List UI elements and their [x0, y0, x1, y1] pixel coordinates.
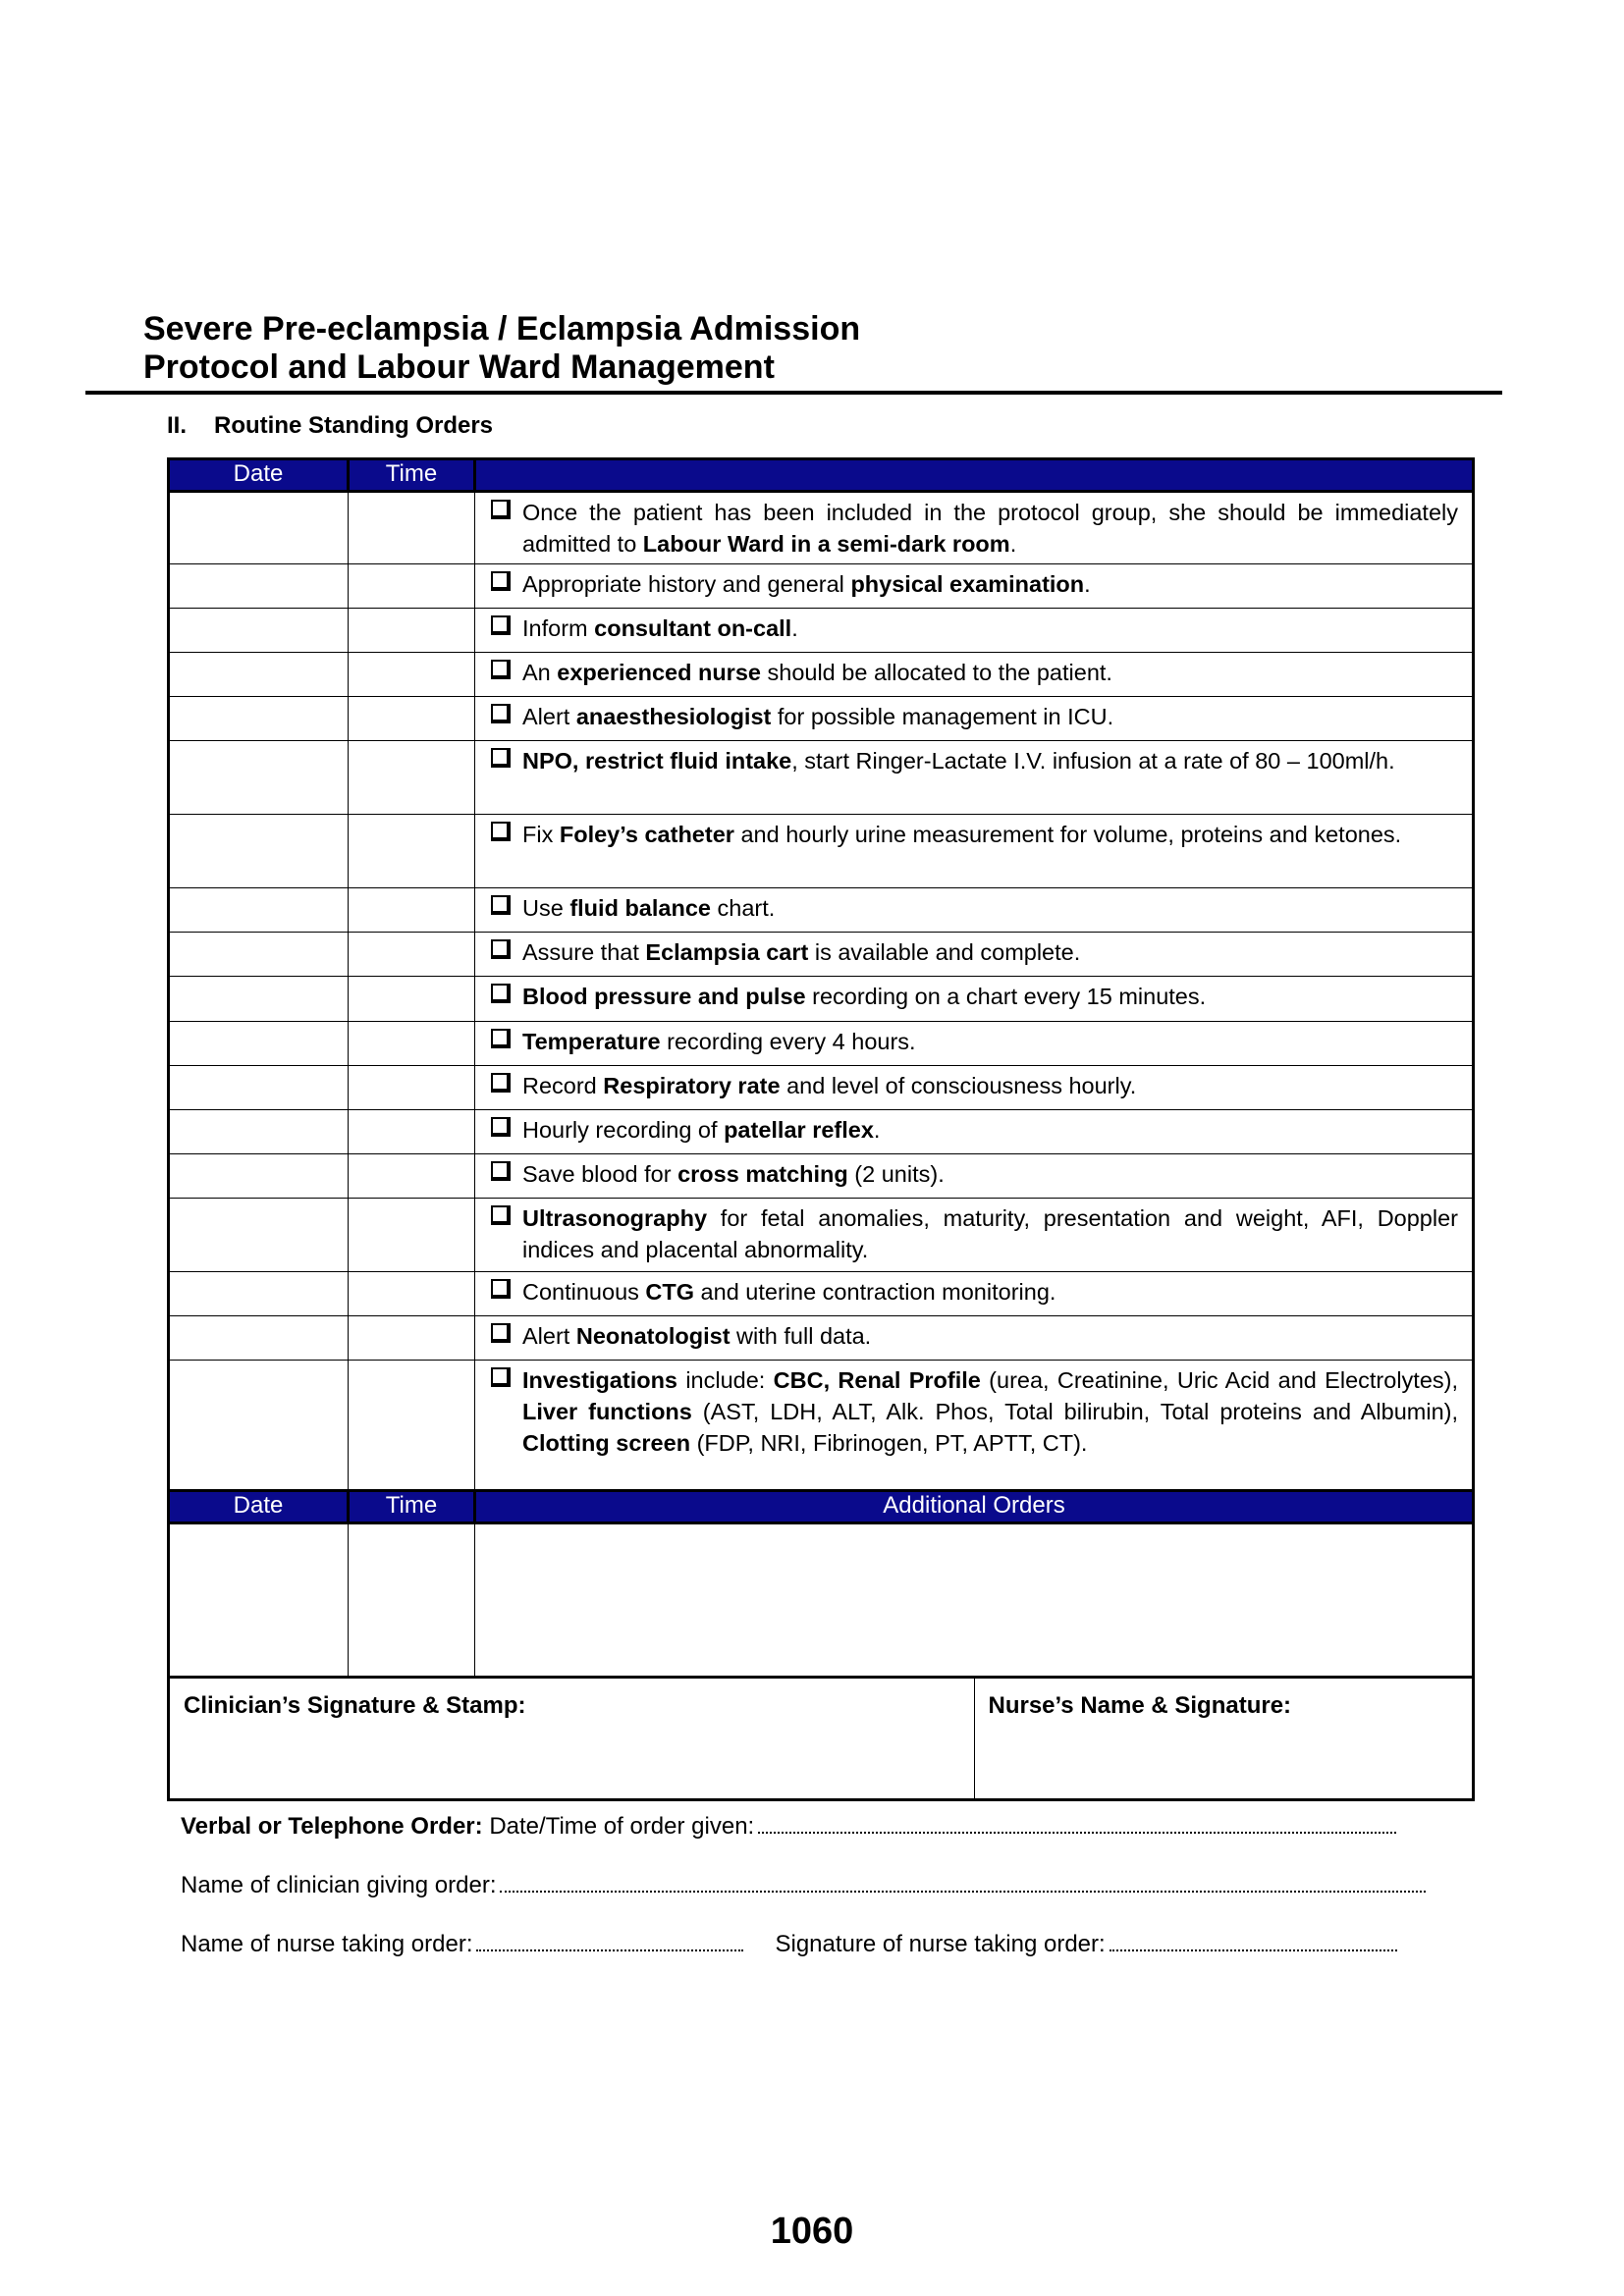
nurse-signature-field[interactable]	[974, 1678, 1474, 1800]
order-text	[522, 613, 1458, 644]
order-row	[169, 1361, 1474, 1494]
order-cell	[475, 609, 1474, 653]
additional-orders-table	[167, 1489, 1475, 1801]
order-text-bold: Investigations	[522, 1367, 678, 1393]
order-cell	[475, 815, 1474, 888]
checkbox-icon[interactable]	[491, 571, 511, 591]
date-cell[interactable]	[169, 977, 349, 1022]
order-text-segment: Inform	[522, 615, 595, 641]
standing-orders-table	[167, 457, 1475, 1494]
order-row	[169, 933, 1474, 977]
title-divider	[85, 391, 1502, 395]
order-column-header	[475, 459, 1474, 492]
order-row	[169, 697, 1474, 741]
checkbox-icon[interactable]	[491, 984, 511, 1003]
time-cell[interactable]	[349, 1199, 475, 1272]
order-text-segment: Alert	[522, 1323, 576, 1349]
order-row	[169, 1022, 1474, 1066]
order-cell	[475, 933, 1474, 977]
clinician-name-line	[181, 1872, 1426, 1899]
order-text-segment: and uterine contraction monitoring.	[694, 1279, 1056, 1305]
order-cell	[475, 1154, 1474, 1199]
title-line-1: Severe Pre-eclampsia / Eclampsia Admission	[143, 310, 861, 347]
order-text-segment: and hourly urine measurement for volume, proteins and ketones.	[733, 822, 1402, 847]
order-text-segment: recording on a chart every 15 minutes.	[805, 984, 1207, 1009]
order-text-segment: recording every 4 hours.	[660, 1029, 916, 1054]
order-text	[522, 1202, 1458, 1265]
clinician-name-field[interactable]	[500, 1891, 1426, 1893]
order-cell	[475, 1110, 1474, 1154]
order-text-bold: Temperature	[522, 1029, 661, 1054]
order-text	[522, 892, 1458, 924]
order-text-bold: cross matching	[677, 1161, 848, 1187]
order-text-bold: Liver functions	[522, 1399, 692, 1424]
order-text-segment: include:	[677, 1367, 774, 1393]
order-text-bold: Eclampsia cart	[645, 939, 809, 965]
nurse-signature-order-label: Signature of nurse taking order:	[775, 1931, 1106, 1957]
order-row	[169, 1199, 1474, 1272]
order-text-bold: patellar reflex	[724, 1117, 874, 1143]
time-cell[interactable]	[349, 1066, 475, 1110]
order-row	[169, 741, 1474, 815]
nurse-name-label: Name of nurse taking order:	[181, 1931, 473, 1957]
order-text	[522, 1276, 1458, 1308]
time-cell[interactable]	[349, 1361, 475, 1494]
checkbox-icon[interactable]	[491, 1279, 511, 1299]
order-text-segment: Continuous	[522, 1279, 646, 1305]
order-text-segment: for fetal anomalies, maturity, presentation and weight, AFI, Doppler indices and placental abnormality.	[522, 1205, 1458, 1262]
checkbox-icon[interactable]	[491, 1073, 511, 1093]
date-cell[interactable]	[169, 609, 349, 653]
time-cell[interactable]	[349, 564, 475, 609]
order-cell	[475, 492, 1474, 564]
date-cell[interactable]	[169, 1272, 349, 1316]
order-row	[169, 492, 1474, 564]
order-text-bold: CBC, Renal Profile	[773, 1367, 981, 1393]
order-text	[522, 981, 1458, 1012]
order-text	[522, 1158, 1458, 1190]
order-text-segment: with full data.	[730, 1323, 872, 1349]
page-title	[143, 310, 860, 387]
time-cell[interactable]	[349, 609, 475, 653]
additional-time-cell[interactable]	[349, 1523, 475, 1678]
order-cell	[475, 1361, 1474, 1494]
additional-orders-header: Additional Orders	[475, 1491, 1474, 1523]
order-text-segment: Alert	[522, 704, 576, 729]
checkbox-icon[interactable]	[491, 822, 511, 841]
date-cell[interactable]	[169, 492, 349, 564]
order-cell	[475, 564, 1474, 609]
order-cell	[475, 1066, 1474, 1110]
time-cell[interactable]	[349, 653, 475, 697]
order-text-segment: .	[873, 1117, 881, 1143]
order-text-bold: fluid balance	[569, 895, 711, 921]
order-text	[522, 568, 1458, 600]
order-row	[169, 1272, 1474, 1316]
order-text-segment: and level of consciousness hourly.	[780, 1073, 1137, 1098]
order-text-segment: , start Ringer-Lactate I.V. infusion at a rate of 80 – 100ml/h.	[791, 748, 1395, 774]
order-text	[522, 1320, 1458, 1352]
order-text-segment: .	[1084, 571, 1091, 597]
order-text-segment: Appropriate history and general	[522, 571, 851, 597]
checkbox-icon[interactable]	[491, 1367, 511, 1387]
date-cell[interactable]	[169, 1316, 349, 1361]
clinician-name-label: Name of clinician giving order:	[181, 1872, 497, 1898]
order-text-segment: is available and complete.	[808, 939, 1081, 965]
order-cell	[475, 1316, 1474, 1361]
order-text-bold: physical examination	[850, 571, 1085, 597]
additional-date-cell[interactable]	[169, 1523, 349, 1678]
time-column-header: Time	[349, 1491, 475, 1523]
order-text-segment: Record	[522, 1073, 604, 1098]
order-text-segment: for possible management in ICU.	[771, 704, 1114, 729]
order-row	[169, 653, 1474, 697]
date-column-header: Date	[169, 1491, 349, 1523]
order-text-bold: Neonatologist	[575, 1323, 731, 1349]
order-row	[169, 1154, 1474, 1199]
order-text-bold: Clotting screen	[522, 1430, 691, 1456]
order-text	[522, 1070, 1458, 1101]
time-cell[interactable]	[349, 492, 475, 564]
order-text	[522, 745, 1458, 776]
checkbox-icon[interactable]	[491, 895, 511, 915]
time-cell[interactable]	[349, 1022, 475, 1066]
order-cell	[475, 977, 1474, 1022]
clinician-signature-label: Clinician’s Signature & Stamp:	[184, 1692, 526, 1719]
order-row	[169, 977, 1474, 1022]
date-cell[interactable]	[169, 653, 349, 697]
order-text-segment: Use	[522, 895, 570, 921]
page-number: 1060	[770, 2211, 854, 2252]
section-number: II.	[167, 412, 188, 439]
date-cell[interactable]	[169, 1199, 349, 1272]
nurse-signature-label: Nurse’s Name & Signature:	[988, 1692, 1292, 1719]
order-row	[169, 888, 1474, 933]
order-text-bold: CTG	[645, 1279, 695, 1305]
order-text	[522, 1114, 1458, 1146]
date-cell[interactable]	[169, 1361, 349, 1494]
order-text-segment: (2 units).	[847, 1161, 945, 1187]
order-text	[522, 1026, 1458, 1057]
order-text-bold: experienced nurse	[557, 660, 761, 685]
section-title: Routine Standing Orders	[214, 412, 494, 439]
order-row	[169, 815, 1474, 888]
order-text-bold: Ultrasonography	[522, 1205, 708, 1231]
time-cell[interactable]	[349, 1272, 475, 1316]
date-cell[interactable]	[169, 1110, 349, 1154]
order-text	[522, 819, 1458, 850]
order-cell	[475, 1022, 1474, 1066]
time-cell[interactable]	[349, 741, 475, 815]
date-time-label: Date/Time of order given:	[489, 1813, 755, 1840]
order-text-segment: (AST, LDH, ALT, Alk. Phos, Total bilirubin, Total proteins and Albumin),	[691, 1399, 1458, 1424]
order-text	[522, 657, 1458, 688]
order-row	[169, 1316, 1474, 1361]
order-text-bold: Foley’s catheter	[559, 822, 734, 847]
verbal-order-label: Verbal or Telephone Order:	[181, 1813, 483, 1840]
checkbox-icon[interactable]	[491, 704, 511, 723]
date-cell[interactable]	[169, 815, 349, 888]
order-cell	[475, 697, 1474, 741]
order-cell	[475, 653, 1474, 697]
date-cell[interactable]	[169, 741, 349, 815]
checkbox-icon[interactable]	[491, 1323, 511, 1343]
date-time-field[interactable]	[758, 1832, 1396, 1834]
order-text-segment: Assure that	[522, 939, 646, 965]
order-text-segment: Hourly recording of	[522, 1117, 725, 1143]
checkbox-icon[interactable]	[491, 939, 511, 959]
time-cell[interactable]	[349, 697, 475, 741]
order-text-segment: .	[1009, 531, 1017, 557]
order-row	[169, 1110, 1474, 1154]
order-text-segment: (FDP, NRI, Fibrinogen, PT, APTT, CT).	[690, 1430, 1088, 1456]
date-column-header: Date	[169, 459, 349, 492]
date-cell[interactable]	[169, 1066, 349, 1110]
checkbox-icon[interactable]	[491, 1117, 511, 1137]
checkbox-icon[interactable]	[491, 1205, 511, 1225]
order-row	[169, 609, 1474, 653]
order-text-segment: (urea, Creatinine, Uric Acid and Electrolytes),	[980, 1367, 1459, 1393]
additional-orders-cell[interactable]	[475, 1523, 1474, 1678]
checkbox-icon[interactable]	[491, 1161, 511, 1181]
time-cell[interactable]	[349, 815, 475, 888]
checkbox-icon[interactable]	[491, 1029, 511, 1048]
order-text-bold: NPO, restrict fluid intake	[522, 748, 792, 774]
title-line-2: Protocol and Labour Ward Management	[143, 348, 775, 386]
time-column-header: Time	[349, 459, 475, 492]
order-text-bold: Labour Ward in a semi-dark room	[642, 531, 1010, 557]
time-cell[interactable]	[349, 977, 475, 1022]
order-text-segment: should be allocated to the patient.	[760, 660, 1112, 685]
order-text-segment: An	[522, 660, 558, 685]
order-text-segment: .	[791, 615, 798, 641]
order-text-segment: Once the patient has been included in the protocol group, she should be immediately admitted to	[522, 500, 1458, 557]
order-text-bold: Respiratory rate	[603, 1073, 781, 1098]
order-text-bold: anaesthesiologist	[575, 704, 772, 729]
order-text-segment: Save blood for	[522, 1161, 678, 1187]
time-cell[interactable]	[349, 933, 475, 977]
date-cell[interactable]	[169, 697, 349, 741]
date-cell[interactable]	[169, 933, 349, 977]
order-text-segment: Fix	[522, 822, 560, 847]
order-text-segment: chart.	[710, 895, 776, 921]
order-row	[169, 1066, 1474, 1110]
clinician-signature-field[interactable]	[169, 1678, 975, 1800]
checkbox-icon[interactable]	[491, 615, 511, 635]
order-text	[522, 497, 1458, 560]
verbal-order-line	[181, 1813, 1396, 1841]
time-cell[interactable]	[349, 1110, 475, 1154]
order-cell	[475, 888, 1474, 933]
order-text-bold: consultant on-call	[594, 615, 792, 641]
nurse-name-field[interactable]	[476, 1949, 743, 1951]
date-cell[interactable]	[169, 564, 349, 609]
order-text	[522, 936, 1458, 968]
checkbox-icon[interactable]	[491, 660, 511, 679]
checkbox-icon[interactable]	[491, 748, 511, 768]
section-heading	[167, 412, 493, 440]
checkbox-icon[interactable]	[491, 500, 511, 519]
date-cell[interactable]	[169, 1022, 349, 1066]
order-text	[522, 701, 1458, 732]
order-cell	[475, 1199, 1474, 1272]
order-cell	[475, 1272, 1474, 1316]
nurse-signature-order-field[interactable]	[1110, 1949, 1397, 1951]
order-text	[522, 1364, 1458, 1459]
date-cell[interactable]	[169, 888, 349, 933]
time-cell[interactable]	[349, 888, 475, 933]
nurse-line	[181, 1931, 1397, 1958]
order-row	[169, 564, 1474, 609]
time-cell[interactable]	[349, 1316, 475, 1361]
time-cell[interactable]	[349, 1154, 475, 1199]
order-cell	[475, 741, 1474, 815]
order-text-bold: Blood pressure and pulse	[522, 984, 806, 1009]
date-cell[interactable]	[169, 1154, 349, 1199]
